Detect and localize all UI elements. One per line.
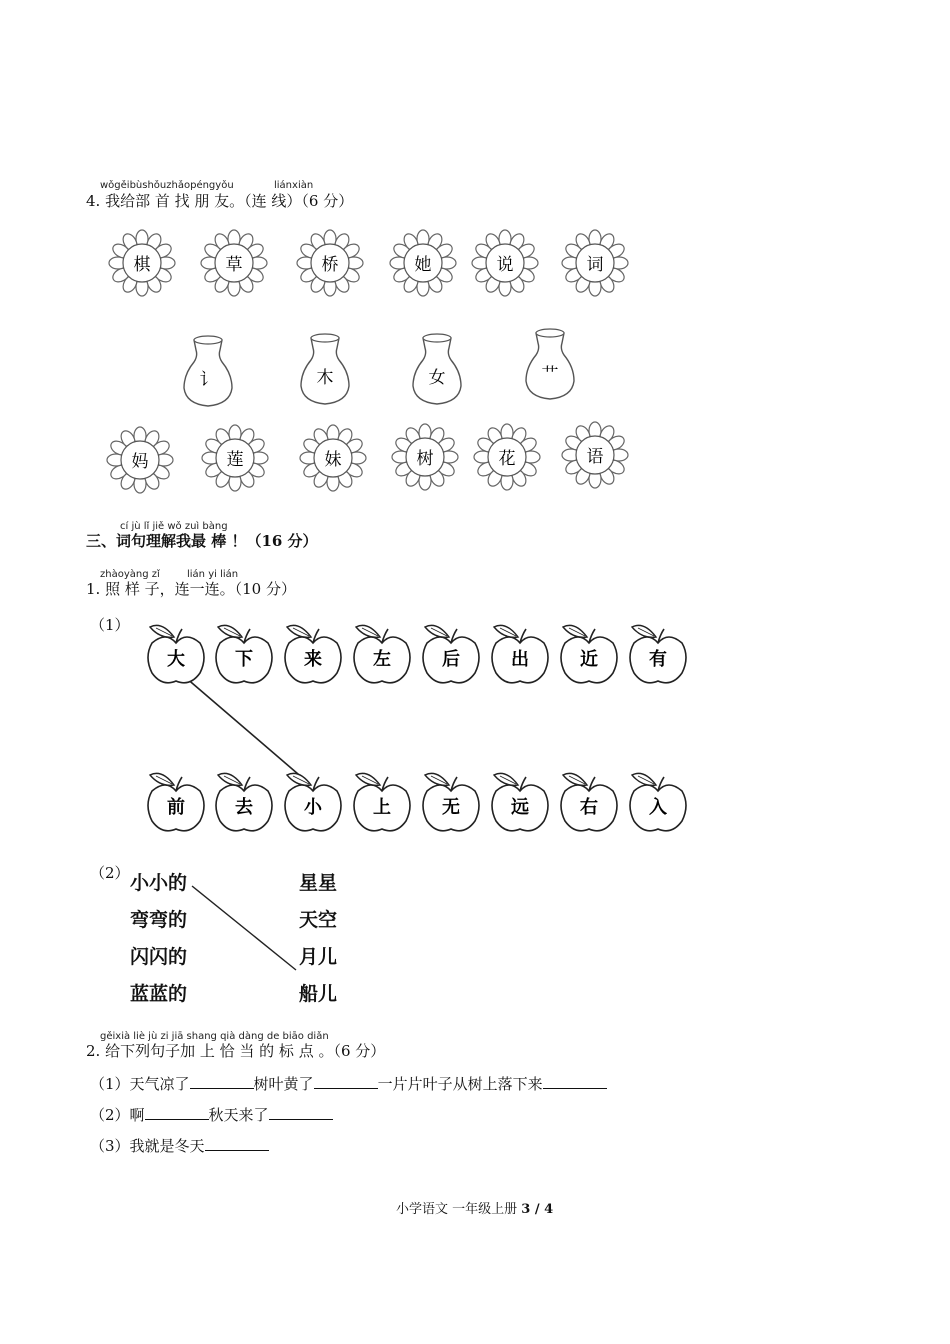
blank-3-1[interactable] bbox=[205, 1136, 269, 1151]
right-phrase-3[interactable]: 月儿 bbox=[299, 946, 338, 968]
q2-s1-part-b: 树叶黄了 bbox=[253, 1075, 314, 1093]
bottom-flower-6[interactable] bbox=[562, 422, 628, 488]
section3-pinyin: cí jù lǐ jiě wǒ zuì bàng bbox=[120, 521, 228, 532]
bottom-apple-3[interactable] bbox=[285, 773, 341, 830]
right-phrase-4[interactable]: 船儿 bbox=[299, 983, 338, 1005]
q1-pinyin-b: lián yi lián bbox=[187, 569, 239, 580]
top-flower-3[interactable] bbox=[297, 230, 363, 296]
vase-4[interactable] bbox=[526, 329, 574, 399]
q2-sentence-2 bbox=[90, 1104, 333, 1125]
top-apple-7[interactable] bbox=[561, 625, 617, 682]
top-flower-6[interactable] bbox=[562, 230, 628, 296]
q2-s2-part-a: （2）啊 bbox=[90, 1106, 145, 1124]
svg-text:桥: 桥 bbox=[321, 255, 339, 275]
q2-s3-part-a: （3）我就是冬天 bbox=[90, 1137, 205, 1155]
phrase-connect-line bbox=[180, 870, 320, 990]
vase-3[interactable] bbox=[413, 334, 461, 404]
svg-text:大: 大 bbox=[167, 649, 185, 670]
svg-text:入: 入 bbox=[649, 797, 667, 818]
q2-s1-part-a: （1）天气凉了 bbox=[90, 1075, 190, 1093]
q2-sentence-3 bbox=[90, 1135, 269, 1156]
blank-1-2[interactable] bbox=[314, 1074, 378, 1089]
top-apple-8[interactable] bbox=[630, 625, 686, 682]
page-number: 3 / 4 bbox=[521, 1202, 554, 1217]
left-phrase-1[interactable]: 小小的 bbox=[130, 872, 188, 894]
svg-text:词: 词 bbox=[586, 255, 604, 275]
q2-title: 2. 给下列句子加 上 恰 当 的 标 点 。（6 分） bbox=[86, 1042, 386, 1060]
svg-text:女: 女 bbox=[428, 368, 446, 388]
svg-text:前: 前 bbox=[167, 797, 185, 818]
bottom-apple-4[interactable] bbox=[354, 773, 410, 830]
q4-illustration bbox=[100, 225, 640, 500]
top-apple-4[interactable] bbox=[354, 625, 410, 682]
right-phrase-1[interactable]: 星星 bbox=[299, 872, 338, 894]
bottom-apple-7[interactable] bbox=[561, 773, 617, 830]
bottom-apple-2[interactable] bbox=[216, 773, 272, 830]
svg-text:语: 语 bbox=[586, 447, 604, 467]
example-connect-line bbox=[185, 677, 305, 780]
q1-pinyin-a: zhàoyàng zǐ bbox=[100, 569, 160, 580]
q4-title: 4. 我给部 首 找 朋 友。（连 线）（6 分） bbox=[86, 192, 354, 210]
top-apple-2[interactable] bbox=[216, 625, 272, 682]
left-phrase-4[interactable]: 蓝蓝的 bbox=[130, 983, 188, 1005]
svg-text:左: 左 bbox=[373, 649, 391, 670]
svg-text:有: 有 bbox=[649, 649, 667, 670]
svg-text:近: 近 bbox=[580, 649, 598, 670]
svg-text:来: 来 bbox=[304, 649, 322, 670]
right-phrase-2[interactable]: 天空 bbox=[299, 909, 338, 931]
top-apple-1[interactable] bbox=[148, 625, 204, 682]
svg-text:木: 木 bbox=[316, 368, 334, 388]
svg-text:右: 右 bbox=[580, 797, 598, 818]
q2-s1-part-c: 一片片叶子从树上落下来 bbox=[377, 1075, 543, 1093]
q1-part1-label: （1） bbox=[90, 616, 130, 634]
svg-text:草: 草 bbox=[225, 255, 243, 275]
left-phrase-3[interactable]: 闪闪的 bbox=[130, 946, 188, 968]
svg-text:远: 远 bbox=[511, 797, 529, 818]
svg-text:莲: 莲 bbox=[226, 450, 244, 470]
svg-text:妈: 妈 bbox=[131, 452, 149, 472]
blank-1-1[interactable] bbox=[190, 1074, 254, 1089]
bottom-flower-5[interactable] bbox=[474, 424, 540, 490]
blank-1-3[interactable] bbox=[543, 1074, 607, 1089]
vase-1[interactable] bbox=[184, 336, 232, 406]
q4-pinyin: wǒgěibùshǒuzhǎopéngyǒu bbox=[100, 180, 234, 191]
bottom-flower-2[interactable] bbox=[202, 425, 268, 491]
bottom-apple-8[interactable] bbox=[630, 773, 686, 830]
svg-text:小: 小 bbox=[304, 797, 322, 818]
top-apple-3[interactable] bbox=[285, 625, 341, 682]
page-footer bbox=[396, 1198, 553, 1217]
bottom-flower-4[interactable] bbox=[392, 424, 458, 490]
top-flower-5[interactable] bbox=[472, 230, 538, 296]
left-phrase-2[interactable]: 弯弯的 bbox=[130, 909, 188, 931]
svg-text:她: 她 bbox=[414, 255, 432, 275]
q2-pinyin: gěixià liè jù zi jiā shang qià dàng de biāo diǎn bbox=[100, 1031, 329, 1042]
bottom-flower-3[interactable] bbox=[300, 425, 366, 491]
svg-text:无: 无 bbox=[442, 797, 460, 818]
svg-text:出: 出 bbox=[511, 649, 529, 670]
footer-text: 小学语文 一年级上册 bbox=[396, 1202, 518, 1217]
q1-title: 1. 照 样 子，连一连。（10 分） bbox=[86, 580, 296, 598]
bottom-apple-5[interactable] bbox=[423, 773, 479, 830]
top-flower-2[interactable] bbox=[201, 230, 267, 296]
svg-text:妹: 妹 bbox=[324, 450, 342, 470]
section3-title: 三、词句理解我最 棒 ！（16 分） bbox=[86, 532, 318, 550]
svg-text:树: 树 bbox=[416, 449, 434, 469]
top-flower-4[interactable] bbox=[390, 230, 456, 296]
top-flower-1[interactable] bbox=[109, 230, 175, 296]
svg-text:艹: 艹 bbox=[541, 365, 559, 385]
q4-pinyin-lianxian: liánxiàn bbox=[274, 180, 314, 191]
svg-text:上: 上 bbox=[373, 797, 391, 818]
q2-s2-part-b: 秋天来了 bbox=[208, 1106, 269, 1124]
q1-apple-matching bbox=[140, 615, 700, 835]
bottom-flower-1[interactable] bbox=[107, 427, 173, 493]
svg-text:下: 下 bbox=[235, 649, 253, 670]
svg-text:去: 去 bbox=[235, 797, 253, 818]
blank-2-1[interactable] bbox=[145, 1105, 209, 1120]
bottom-apple-6[interactable] bbox=[492, 773, 548, 830]
top-apple-6[interactable] bbox=[492, 625, 548, 682]
svg-text:棋: 棋 bbox=[133, 255, 151, 275]
q1-part2-label: （2） bbox=[90, 864, 130, 882]
bottom-apple-1[interactable] bbox=[148, 773, 204, 830]
top-apple-5[interactable] bbox=[423, 625, 479, 682]
vase-2[interactable] bbox=[301, 334, 349, 404]
svg-text:讠: 讠 bbox=[199, 370, 217, 390]
svg-text:花: 花 bbox=[498, 449, 516, 469]
svg-text:后: 后 bbox=[442, 649, 460, 670]
q2-sentence-1 bbox=[90, 1073, 607, 1094]
blank-2-2[interactable] bbox=[269, 1105, 333, 1120]
svg-text:说: 说 bbox=[496, 255, 514, 275]
